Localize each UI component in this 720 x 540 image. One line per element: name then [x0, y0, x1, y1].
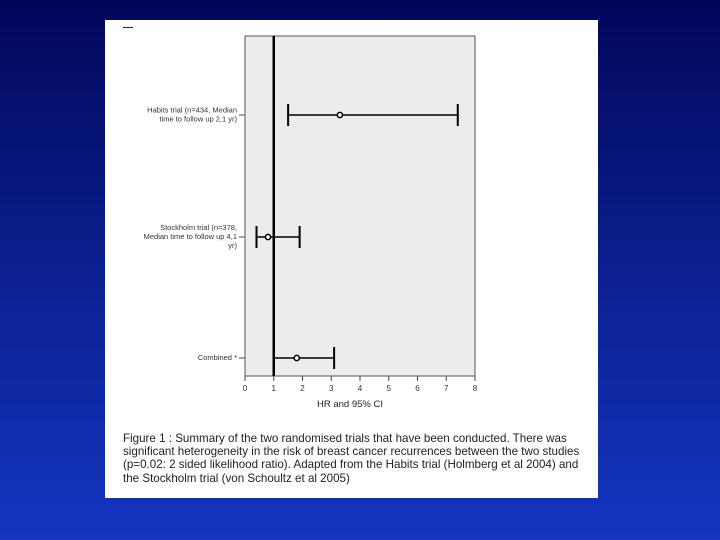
- x-tick-label-8: 8: [472, 384, 478, 393]
- x-tick-label-4: 4: [357, 384, 363, 393]
- figure-caption: Figure 1 : Summary of the two randomised trials that have been conducted. There was significant heterogeneity in the risk of breast cancer recurrences between the two studies (p=0.02: 2 sided likelihood ratio). Adapted from the Habits trial (Holmberg et al 2004) and the Stockholm trial (von Schoultz et al 2005): [123, 432, 580, 485]
- x-tick-label-6: 6: [415, 384, 420, 393]
- hr-point-2: [294, 355, 299, 360]
- row-label-2: [198, 353, 237, 362]
- x-tick-label-5: 5: [386, 384, 391, 393]
- row-label-line: Median time to follow up 4,1: [143, 232, 237, 241]
- hr-point-1: [265, 234, 270, 239]
- x-axis-label: HR and 95% CI: [316, 399, 384, 410]
- row-label-line: Habits trial (n=434, Median: [147, 105, 237, 115]
- row-label-0: [147, 106, 237, 124]
- row-label-line: yr): [228, 241, 237, 250]
- plot-area: [245, 36, 475, 376]
- row-label-line: Combined *: [197, 353, 237, 362]
- figure-card: [105, 20, 598, 498]
- hr-point-0: [337, 112, 342, 117]
- row-label-1: [144, 223, 238, 250]
- forest-plot: [105, 20, 598, 430]
- x-tick-label-1: 1: [271, 384, 276, 393]
- x-tick-label-7: 7: [444, 384, 449, 393]
- row-label-line: time to follow up 2,1 yr): [159, 114, 237, 124]
- row-label-line: Stockholm trial (n=378,: [160, 223, 237, 232]
- x-tick-label-0: 0: [242, 384, 248, 393]
- x-tick-label-3: 3: [329, 384, 334, 393]
- x-tick-label-2: 2: [300, 384, 305, 393]
